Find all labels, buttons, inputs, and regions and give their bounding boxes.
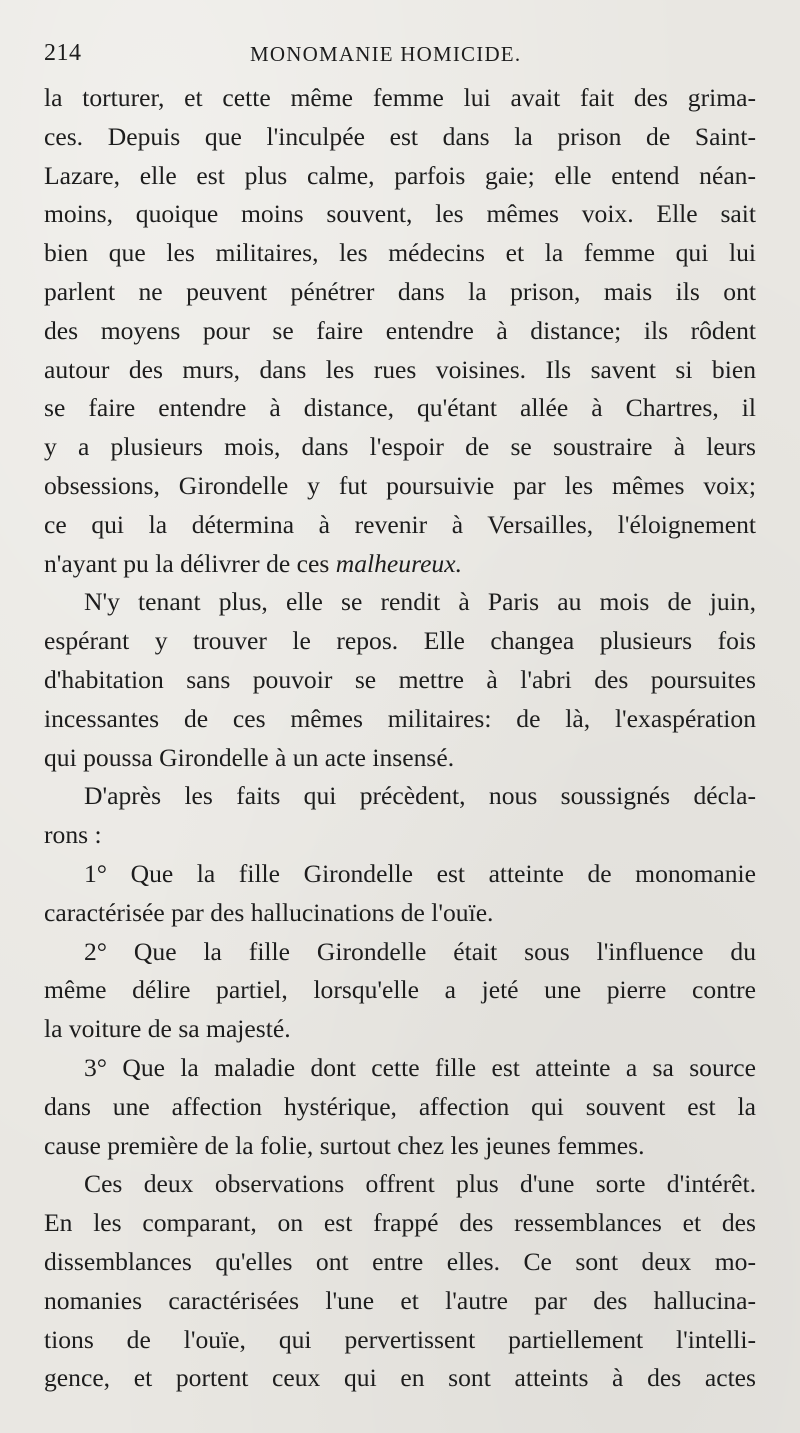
- text-line-content: qui poussa Girondelle à un acte insensé.: [44, 742, 455, 772]
- text-line: [44, 428, 756, 467]
- text-line: [44, 583, 756, 622]
- running-head: MONOMANIE HOMICIDE.: [250, 42, 522, 66]
- text-line-content: y a plusieurs mois, dans l'espoir de se soustraire à leurs: [44, 432, 756, 462]
- text-line: [44, 351, 756, 390]
- text-line: [44, 1359, 756, 1398]
- text-line-content: d'habitation sans pouvoir se mettre à l'abri des poursuites: [44, 664, 756, 694]
- page-number: 214: [44, 40, 82, 66]
- text-line-content: même délire partiel, lorsqu'elle a jeté une pierre contre: [44, 975, 756, 1005]
- text-line-content: cause première de la folie, surtout chez les jeunes femmes.: [44, 1130, 645, 1160]
- text-line: [44, 855, 756, 894]
- text-line-content: rons :: [44, 820, 102, 850]
- text-line-content: des moyens pour se faire entendre à distance; ils rôdent: [44, 315, 756, 345]
- page-header: [44, 40, 756, 70]
- text-line: [44, 1282, 756, 1321]
- text-line: [44, 195, 756, 234]
- text-line-content: moins, quoique moins souvent, les mêmes voix. Elle sait: [44, 199, 756, 229]
- text-line-content: caractérisée par des hallucinations de l'ouïe.: [44, 897, 494, 927]
- text-line: [44, 234, 756, 273]
- text-line-content: se faire entendre à distance, qu'étant allée à Chartres, il: [44, 393, 756, 423]
- text-line-content: D'après les faits qui précèdent, nous soussignés décla-: [84, 781, 756, 811]
- text-line: [44, 506, 756, 545]
- text-line: [44, 894, 756, 933]
- text-line-content: parlent ne peuvent pénétrer dans la prison, mais ils ont: [44, 276, 756, 306]
- text-line: [44, 700, 756, 739]
- text-line: [44, 312, 756, 351]
- text-line-content: dissemblances qu'elles ont entre elles. Ce sont deux mo-: [44, 1246, 756, 1276]
- italic-word: malheureux.: [335, 548, 462, 578]
- text-line-content: Ces deux observations offrent plus d'une sorte d'intérêt.: [84, 1169, 756, 1199]
- text-line: [44, 545, 756, 584]
- text-line-content: ces. Depuis que l'inculpée est dans la prison de Saint-: [44, 121, 756, 151]
- text-line: [44, 389, 756, 428]
- text-line-content: n'ayant pu la délivrer de ces: [44, 548, 336, 578]
- text-line-content: En les comparant, on est frappé des ressemblances et des: [44, 1208, 756, 1238]
- text-line: [44, 1049, 756, 1088]
- text-line: [44, 273, 756, 312]
- text-line: [44, 971, 756, 1010]
- text-line: [44, 1321, 756, 1360]
- text-line: [44, 79, 756, 118]
- text-line: [44, 661, 756, 700]
- text-line-content: Lazare, elle est plus calme, parfois gaie; elle entend néan-: [44, 160, 756, 190]
- text-line: [44, 1243, 756, 1282]
- text-line-content: dans une affection hystérique, affection qui souvent est la: [44, 1091, 756, 1121]
- text-line-content: bien que les militaires, les médecins et la femme qui lui: [44, 238, 756, 268]
- text-line-content: 1° Que la fille Girondelle est atteinte de monomanie: [84, 858, 756, 888]
- text-line: [44, 1088, 756, 1127]
- text-line: [44, 1204, 756, 1243]
- text-line: [44, 157, 756, 196]
- text-line: [44, 467, 756, 506]
- text-line-content: incessantes de ces mêmes militaires: de là, l'exaspération: [44, 703, 756, 733]
- text-line-content: ce qui la détermina à revenir à Versailles, l'éloignement: [44, 509, 756, 539]
- text-line-content: 2° Que la fille Girondelle était sous l'influence du: [84, 936, 756, 966]
- text-line-content: espérant y trouver le repos. Elle changea plusieurs fois: [44, 626, 756, 656]
- text-line-content: obsessions, Girondelle y fut poursuivie par les mêmes voix;: [44, 470, 756, 500]
- text-line: [44, 118, 756, 157]
- text-line-content: tions de l'ouïe, qui pervertissent partiellement l'intelli-: [44, 1324, 756, 1354]
- text-line: [44, 777, 756, 816]
- text-line: [44, 1165, 756, 1204]
- text-line: [44, 622, 756, 661]
- text-line: [44, 739, 756, 778]
- text-line-content: autour des murs, dans les rues voisines. Ils savent si bien: [44, 354, 756, 384]
- text-line-content: gence, et portent ceux qui en sont atteints à des actes: [44, 1363, 756, 1393]
- text-line-content: la voiture de sa majesté.: [44, 1014, 291, 1044]
- text-line-content: N'y tenant plus, elle se rendit à Paris au mois de juin,: [84, 587, 756, 617]
- text-line-content: nomanies caractérisées l'une et l'autre par des hallucina-: [44, 1285, 756, 1315]
- text-line: [44, 816, 756, 855]
- text-line: [44, 933, 756, 972]
- text-line: [44, 1127, 756, 1166]
- text-line-content: 3° Que la maladie dont cette fille est atteinte a sa source: [84, 1052, 756, 1082]
- body-text: [44, 79, 756, 1398]
- text-line: [44, 1010, 756, 1049]
- text-line-content: la torturer, et cette même femme lui avait fait des grima-: [44, 83, 756, 112]
